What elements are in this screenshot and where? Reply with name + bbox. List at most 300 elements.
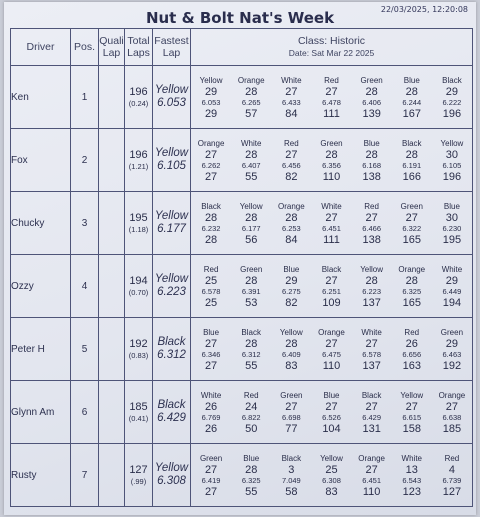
heat-cell	[392, 66, 432, 128]
fastest-lap-cell	[153, 381, 191, 444]
heat-color: Green	[240, 264, 263, 274]
driver-name: Rusty	[11, 444, 71, 507]
heat-cell	[392, 381, 432, 443]
total-laps-cell	[125, 192, 153, 255]
lap-gap: (1.21)	[128, 161, 149, 171]
heat-laps: 27	[405, 400, 418, 413]
heat-cumulative-laps: 53	[245, 296, 258, 309]
heat-cell	[271, 192, 311, 254]
table-row	[11, 129, 473, 192]
fastest-lap-cell	[153, 129, 191, 192]
heat-cumulative-laps: 29	[204, 107, 218, 120]
heat-color: White	[441, 264, 463, 274]
table-row	[11, 318, 473, 381]
heat-cell	[432, 192, 472, 254]
heat-cumulative-laps: 167	[402, 107, 421, 120]
heat-cumulative-laps: 165	[402, 296, 421, 309]
heat-laps: 28	[285, 337, 298, 350]
total-laps: 194	[129, 274, 148, 287]
fastest-lap-time: 6.223	[157, 286, 186, 298]
quali-lap	[99, 192, 125, 255]
heat-laps: 28	[245, 463, 258, 476]
heat-color: Black	[321, 264, 342, 274]
heat-cumulative-laps: 55	[245, 485, 258, 498]
heat-best-time: 6.325	[402, 286, 422, 296]
heat-laps: 27	[365, 337, 378, 350]
class-label: Class: Historic	[297, 35, 366, 47]
heat-cumulative-laps: 138	[362, 170, 381, 183]
heat-laps: 28	[405, 274, 418, 287]
heat-best-time: 6.356	[322, 160, 341, 170]
heat-color: Green	[400, 201, 423, 211]
heat-cell	[311, 66, 351, 128]
heat-best-time: 6.615	[402, 412, 422, 422]
driver-name: Peter H	[11, 318, 71, 381]
heat-cumulative-laps: 55	[245, 359, 258, 372]
heat-laps: 28	[245, 85, 258, 98]
heat-laps: 3	[288, 463, 295, 476]
heat-color: Blue	[363, 138, 380, 148]
quali-lap	[99, 381, 125, 444]
heat-cumulative-laps: 27	[204, 359, 218, 372]
heat-laps: 27	[365, 463, 378, 476]
heat-laps: 27	[204, 337, 218, 350]
driver-name: Ken	[11, 66, 71, 129]
heat-best-time: 6.251	[322, 286, 341, 296]
heat-laps: 30	[445, 211, 459, 224]
heat-cumulative-laps: 196	[442, 170, 462, 183]
heat-cumulative-laps: 127	[442, 485, 462, 498]
heat-color: Orange	[438, 390, 466, 400]
class-header	[191, 29, 473, 66]
heat-color: Green	[280, 390, 303, 400]
heat-best-time: 6.391	[241, 286, 261, 296]
heat-laps: 28	[405, 85, 418, 98]
heat-color: Black	[281, 453, 302, 463]
table-row	[11, 66, 473, 129]
heat-cumulative-laps: 196	[442, 107, 462, 120]
heat-color: Yellow	[320, 453, 343, 463]
heat-best-time: 6.105	[442, 160, 462, 170]
heat-cumulative-laps: 55	[245, 170, 258, 183]
heat-laps: 29	[445, 85, 459, 98]
date-label: Date: Sat Mar 22 2025	[288, 48, 375, 58]
heat-best-time: 6.308	[322, 475, 341, 485]
heat-cumulative-laps: 77	[285, 422, 298, 435]
heat-cell	[392, 192, 432, 254]
heat-best-time: 6.466	[362, 223, 382, 233]
heat-cell	[231, 381, 271, 443]
driver-name: Fox	[11, 129, 71, 192]
heat-cumulative-laps: 110	[322, 359, 341, 372]
driver-name: Glynn Am	[11, 381, 71, 444]
heat-cumulative-laps: 28	[204, 233, 218, 246]
heat-best-time: 6.325	[241, 475, 261, 485]
position: 5	[71, 318, 99, 381]
heat-best-time: 6.475	[322, 349, 341, 359]
heat-laps: 27	[285, 85, 298, 98]
driver-name: Chucky	[11, 192, 71, 255]
heat-color: Blue	[243, 453, 260, 463]
fastest-lap-time: 6.429	[157, 412, 186, 424]
fastest-lap-color: Yellow	[154, 462, 189, 474]
heat-color: Yellow	[199, 75, 223, 85]
heat-color: White	[401, 453, 422, 463]
heat-best-time: 6.265	[241, 97, 261, 107]
heat-best-time: 6.449	[442, 286, 462, 296]
heat-cell	[191, 255, 231, 317]
heat-cell	[432, 129, 472, 191]
heat-best-time: 6.656	[402, 349, 422, 359]
heat-cumulative-laps: 194	[442, 296, 462, 309]
heat-best-time: 6.177	[241, 223, 261, 233]
heat-color: Blue	[443, 201, 460, 211]
heat-cell	[392, 444, 432, 506]
heat-laps: 27	[204, 148, 218, 161]
heat-cumulative-laps: 82	[285, 170, 298, 183]
heat-color: Yellow	[239, 201, 263, 211]
heat-best-time: 6.223	[362, 286, 382, 296]
heat-cell	[352, 444, 392, 506]
heat-cumulative-laps: 104	[322, 422, 341, 435]
heat-color: Yellow	[400, 390, 424, 400]
heat-best-time: 6.769	[201, 412, 221, 422]
heat-grid	[191, 381, 472, 443]
heat-grid	[191, 318, 472, 380]
table-row	[11, 444, 473, 507]
heat-cumulative-laps: 58	[285, 485, 298, 498]
heat-laps: 28	[405, 148, 418, 161]
heat-laps: 24	[245, 400, 258, 413]
lap-gap: (.99)	[130, 476, 147, 486]
heat-best-time: 6.463	[442, 349, 462, 359]
heat-laps: 28	[325, 148, 338, 161]
total-laps: 127	[129, 463, 148, 476]
total-laps-cell	[125, 381, 153, 444]
heat-color: White	[240, 138, 262, 148]
heat-best-time: 6.262	[201, 160, 221, 170]
heat-best-time: 6.244	[402, 97, 422, 107]
heat-color: White	[361, 327, 382, 337]
heat-color: Red	[444, 453, 460, 463]
heat-best-time: 7.049	[281, 475, 301, 485]
heat-cumulative-laps: 83	[285, 359, 298, 372]
heat-laps: 27	[445, 400, 459, 413]
print-timestamp: 22/03/2025, 12:20:08	[380, 5, 468, 14]
heat-grid	[191, 129, 472, 191]
heat-grid	[191, 255, 472, 317]
heat-best-time: 6.451	[322, 223, 341, 233]
fastest-lap-time: 6.177	[157, 223, 186, 235]
heat-color: Red	[243, 390, 259, 400]
col-header-quali: Quali Lap	[99, 29, 125, 66]
heat-best-time: 6.406	[362, 97, 382, 107]
heat-cumulative-laps: 163	[402, 359, 421, 372]
heat-cumulative-laps: 83	[325, 485, 338, 498]
heat-laps: 27	[325, 211, 338, 224]
heat-laps: 27	[365, 211, 378, 224]
heat-grid	[191, 444, 472, 506]
position: 2	[71, 129, 99, 192]
heat-laps: 25	[325, 463, 338, 476]
fastest-lap-color: Yellow	[154, 273, 189, 285]
lap-gap: (0.70)	[128, 287, 149, 297]
heat-cell	[352, 381, 392, 443]
heat-best-time: 6.346	[201, 349, 221, 359]
heat-cell	[311, 381, 351, 443]
heat-results	[191, 66, 473, 129]
heat-best-time: 6.478	[322, 97, 341, 107]
heat-best-time: 6.739	[442, 475, 462, 485]
heat-laps: 28	[245, 148, 258, 161]
heat-results	[191, 381, 473, 444]
heat-cell	[432, 381, 472, 443]
heat-color: Red	[284, 138, 299, 148]
heat-best-time: 6.456	[281, 160, 301, 170]
heat-cell	[271, 381, 311, 443]
heat-cell	[432, 318, 472, 380]
heat-cell	[231, 129, 271, 191]
total-laps: 195	[129, 211, 148, 224]
heat-cumulative-laps: 26	[204, 422, 218, 435]
heat-cumulative-laps: 185	[442, 422, 462, 435]
heat-best-time: 6.429	[362, 412, 382, 422]
heat-color: Orange	[197, 138, 225, 148]
heat-laps: 28	[204, 211, 218, 224]
heat-best-time: 6.433	[281, 97, 301, 107]
heat-results	[191, 129, 473, 192]
col-header-driver: Driver	[11, 29, 71, 66]
lap-gap: (0.83)	[128, 350, 149, 360]
position: 6	[71, 381, 99, 444]
heat-cumulative-laps: 110	[322, 170, 341, 183]
results-body	[11, 66, 473, 507]
heat-cumulative-laps: 165	[402, 233, 421, 246]
heat-color: Red	[364, 201, 379, 211]
heat-cell	[191, 444, 231, 506]
heat-cell	[352, 66, 392, 128]
heat-laps: 27	[285, 148, 298, 161]
heat-cumulative-laps: 137	[362, 359, 381, 372]
heat-color: Blue	[403, 75, 420, 85]
heat-laps: 28	[365, 85, 378, 98]
heat-best-time: 6.312	[241, 349, 261, 359]
heat-laps: 25	[204, 274, 218, 287]
fastest-lap-cell	[153, 444, 191, 507]
quali-lap	[99, 318, 125, 381]
heat-best-time: 6.543	[402, 475, 422, 485]
heat-laps: 13	[405, 463, 418, 476]
heat-color: Black	[442, 75, 462, 85]
fastest-lap-time: 6.105	[157, 160, 186, 172]
heat-cumulative-laps: 166	[402, 170, 421, 183]
position: 7	[71, 444, 99, 507]
heat-best-time: 6.698	[281, 412, 301, 422]
quali-lap	[99, 444, 125, 507]
heat-cumulative-laps: 195	[442, 233, 462, 246]
lap-gap: (0.24)	[128, 98, 149, 108]
total-laps-cell	[125, 444, 153, 507]
heat-cumulative-laps: 50	[245, 422, 258, 435]
heat-cell	[191, 318, 231, 380]
lap-gap: (0.41)	[128, 413, 149, 423]
fastest-lap-cell	[153, 318, 191, 381]
heat-laps: 4	[448, 463, 455, 476]
heat-best-time: 6.822	[241, 412, 261, 422]
header-row	[11, 29, 473, 66]
heat-color: Green	[440, 327, 464, 337]
heat-cell	[352, 192, 392, 254]
heat-cumulative-laps: 84	[285, 107, 298, 120]
total-laps: 185	[129, 400, 148, 413]
heat-best-time: 6.638	[442, 412, 462, 422]
total-laps-cell	[125, 318, 153, 381]
fastest-lap-color: Yellow	[154, 210, 189, 222]
heat-cell	[311, 129, 351, 191]
heat-best-time: 6.253	[281, 223, 301, 233]
heat-best-time: 6.053	[201, 97, 221, 107]
heat-color: Blue	[323, 390, 340, 400]
heat-cumulative-laps: 123	[402, 485, 421, 498]
heat-color: Yellow	[360, 264, 384, 274]
heat-cumulative-laps: 25	[204, 296, 218, 309]
heat-cell	[311, 444, 351, 506]
heat-cumulative-laps: 111	[323, 107, 340, 120]
heat-cumulative-laps: 192	[442, 359, 462, 372]
heat-color: White	[321, 201, 342, 211]
heat-cumulative-laps: 137	[362, 296, 381, 309]
heat-laps: 29	[204, 85, 218, 98]
heat-cumulative-laps: 139	[362, 107, 381, 120]
fastest-lap-cell	[153, 192, 191, 255]
heat-best-time: 6.230	[442, 223, 462, 233]
table-row	[11, 255, 473, 318]
heat-laps: 26	[405, 337, 418, 350]
heat-color: White	[200, 390, 222, 400]
heat-color: White	[281, 75, 302, 85]
heat-color: Green	[320, 138, 343, 148]
total-laps: 192	[129, 337, 148, 350]
heat-cell	[231, 192, 271, 254]
heat-cumulative-laps: 82	[285, 296, 298, 309]
heat-color: Green	[360, 75, 383, 85]
heat-cell	[311, 192, 351, 254]
heat-color: Orange	[237, 75, 265, 85]
heat-best-time: 6.168	[362, 160, 382, 170]
heat-grid	[191, 192, 472, 254]
quali-lap	[99, 255, 125, 318]
position: 3	[71, 192, 99, 255]
heat-cell	[392, 129, 432, 191]
col-header-total: Total Laps	[125, 29, 153, 66]
heat-laps: 29	[285, 274, 298, 287]
heat-cumulative-laps: 57	[245, 107, 258, 120]
heat-best-time: 6.409	[281, 349, 301, 359]
heat-best-time: 6.578	[201, 286, 221, 296]
total-laps-cell	[125, 255, 153, 318]
heat-cumulative-laps: 27	[204, 170, 218, 183]
heat-laps: 28	[365, 148, 378, 161]
heat-laps: 26	[204, 400, 218, 413]
heat-best-time: 6.407	[241, 160, 261, 170]
heat-laps: 28	[245, 211, 258, 224]
fastest-lap-time: 6.312	[157, 349, 186, 361]
heat-color: Blue	[203, 327, 220, 337]
heat-cell	[392, 255, 432, 317]
heat-color: Red	[203, 264, 219, 274]
heat-laps: 28	[285, 211, 298, 224]
col-header-fastest: Fastest Lap	[153, 29, 191, 66]
heat-laps: 27	[325, 274, 338, 287]
results-table	[10, 28, 473, 507]
quali-lap	[99, 129, 125, 192]
col-header-pos: Pos.	[71, 29, 99, 66]
fastest-lap-time: 6.308	[157, 475, 186, 487]
heat-laps: 28	[245, 337, 258, 350]
heat-cumulative-laps: 84	[285, 233, 298, 246]
heat-laps: 30	[445, 148, 459, 161]
heat-color: Yellow	[279, 327, 303, 337]
heat-cell	[352, 318, 392, 380]
heat-color: Black	[361, 390, 382, 400]
table-row	[11, 192, 473, 255]
heat-laps: 29	[445, 337, 459, 350]
heat-laps: 28	[245, 274, 258, 287]
heat-color: Orange	[278, 201, 305, 211]
heat-cell	[392, 318, 432, 380]
heat-color: Green	[199, 453, 223, 463]
heat-best-time: 6.322	[402, 223, 422, 233]
heat-cell	[231, 444, 271, 506]
heat-color: Red	[324, 75, 339, 85]
heat-cumulative-laps: 109	[322, 296, 341, 309]
driver-name: Ozzy	[11, 255, 71, 318]
heat-cell	[231, 255, 271, 317]
heat-cell	[271, 444, 311, 506]
total-laps-cell	[125, 129, 153, 192]
fastest-lap-color: Black	[157, 336, 186, 348]
heat-color: Blue	[283, 264, 300, 274]
fastest-lap-cell	[153, 66, 191, 129]
heat-color: Black	[401, 138, 422, 148]
heat-cell	[191, 129, 231, 191]
heat-laps: 27	[325, 85, 338, 98]
heat-best-time: 6.191	[402, 160, 422, 170]
heat-color: Orange	[398, 264, 426, 274]
heat-laps: 27	[405, 211, 418, 224]
heat-best-time: 6.578	[362, 349, 382, 359]
heat-best-time: 6.419	[201, 475, 221, 485]
heat-best-time: 6.232	[201, 223, 221, 233]
heat-best-time: 6.451	[362, 475, 382, 485]
heat-color: Yellow	[440, 138, 464, 148]
fastest-lap-color: Yellow	[154, 147, 189, 159]
heat-cumulative-laps: 131	[362, 422, 381, 435]
fastest-lap-color: Black	[157, 399, 186, 411]
results-sheet	[4, 2, 476, 515]
total-laps: 196	[129, 148, 148, 161]
total-laps-cell	[125, 66, 153, 129]
heat-color: Orange	[358, 453, 385, 463]
heat-cell	[191, 66, 231, 128]
heat-laps: 27	[365, 400, 378, 413]
table-row	[11, 381, 473, 444]
position: 1	[71, 66, 99, 129]
fastest-lap-cell	[153, 255, 191, 318]
heat-cumulative-laps: 138	[362, 233, 381, 246]
heat-cumulative-laps: 111	[323, 233, 340, 246]
heat-cell	[231, 66, 271, 128]
